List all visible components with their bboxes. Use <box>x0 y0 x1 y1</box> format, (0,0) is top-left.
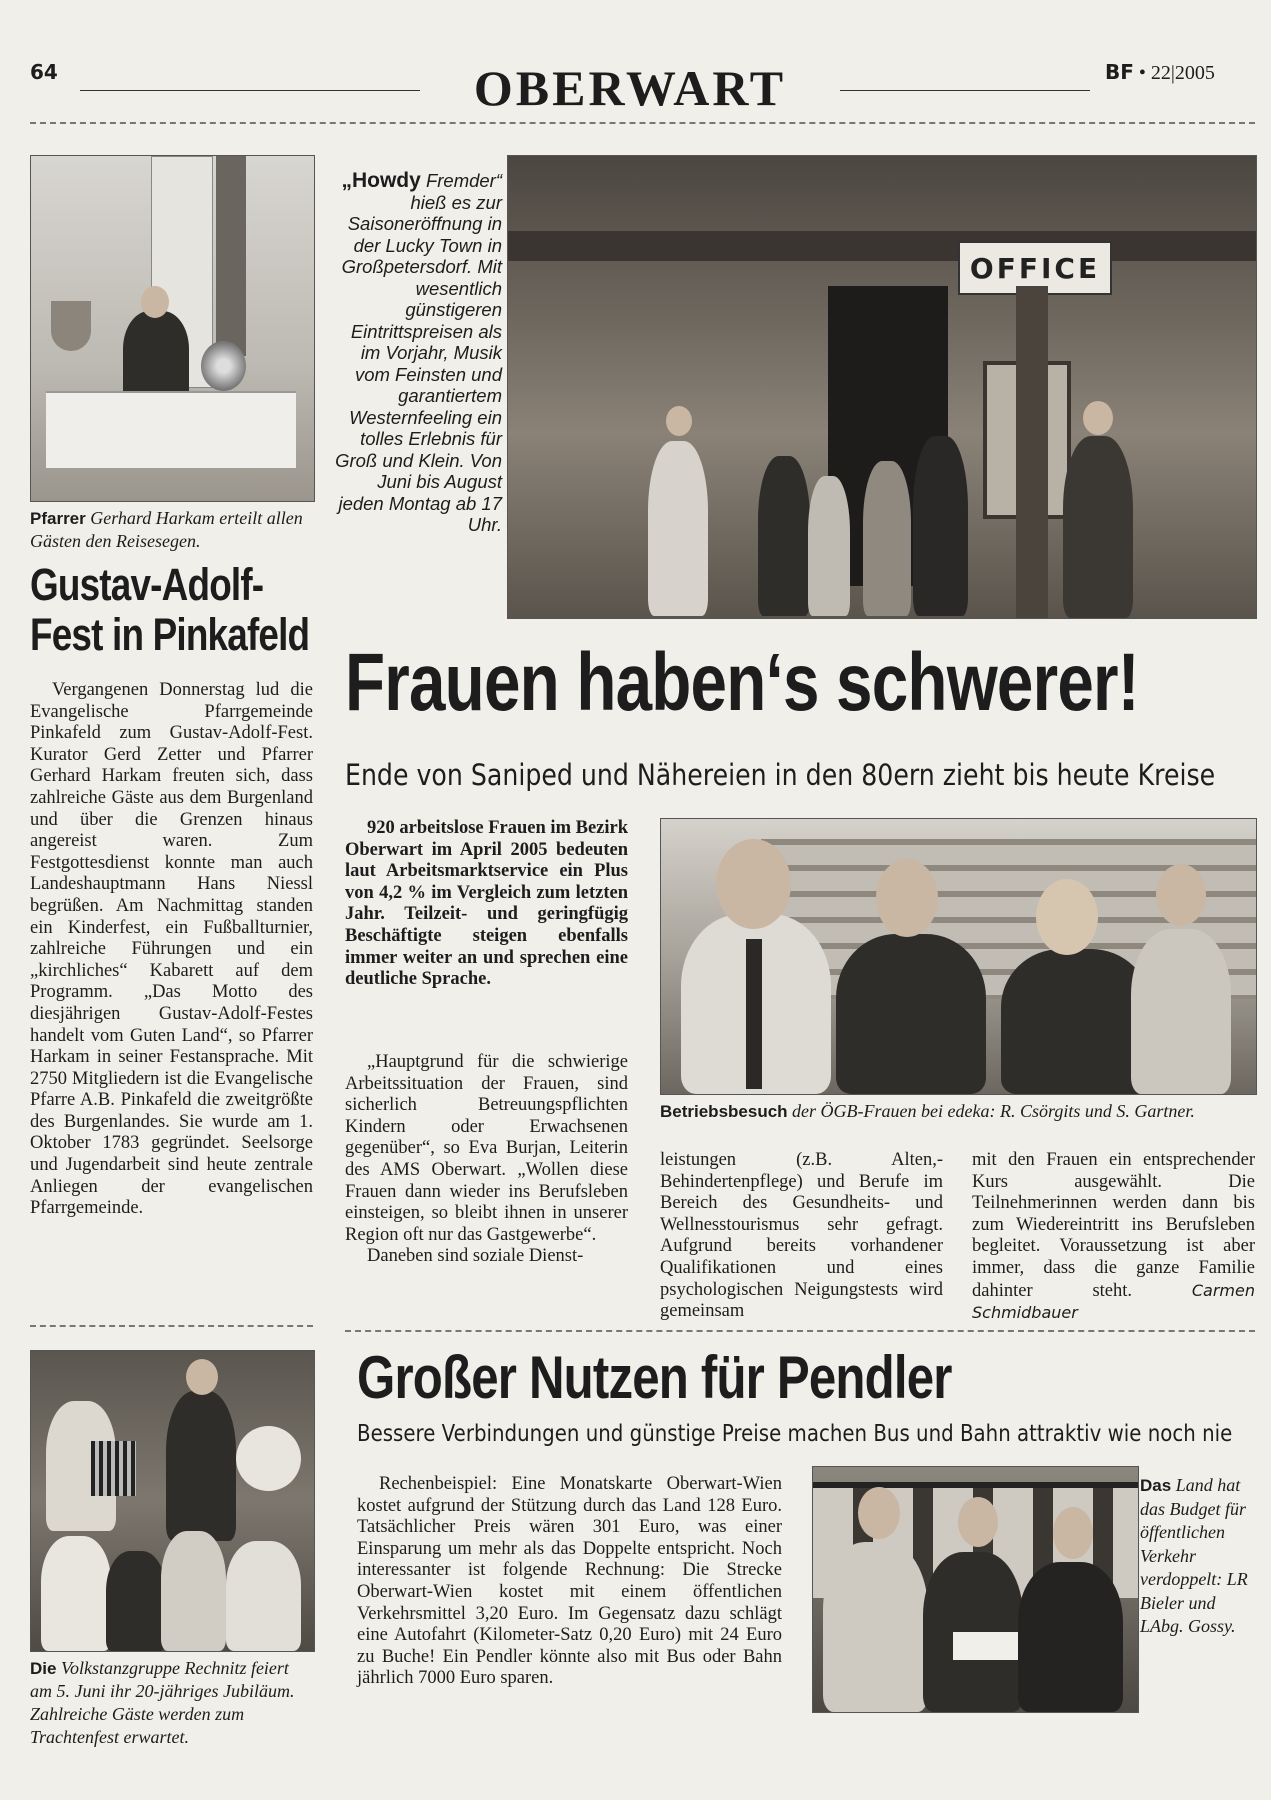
photo-volkstanzgruppe <box>30 1350 315 1652</box>
woman-scarf-head <box>1036 879 1098 955</box>
col3-frauen-text <box>972 1150 1255 1325</box>
photo-pfarrer-altar <box>30 155 315 502</box>
flowers <box>201 341 246 391</box>
howdy-caption-box <box>330 170 502 536</box>
photo-pendler-bahnhof <box>812 1466 1139 1713</box>
subheadline-frauen: Ende von Saniped und Nähereien in den 80ern zieht bis heute Kreise <box>345 758 1216 792</box>
man-right <box>1018 1562 1123 1712</box>
child-1-head <box>666 406 692 436</box>
caption-lead: Das <box>1140 1476 1172 1495</box>
coat-of-arms <box>51 301 91 351</box>
accordion <box>91 1441 136 1496</box>
col1-frauen <box>345 1052 628 1268</box>
header-dashed-rule <box>30 122 1255 124</box>
header-rule-right <box>840 90 1090 91</box>
roof-beam <box>508 231 1256 261</box>
lead-frauen <box>345 818 628 991</box>
author: Carmen Schmidbauer <box>972 1280 1255 1323</box>
dancer-standing-head <box>186 1359 218 1395</box>
headline-pendler: Großer Nutzen für Pendler <box>357 1344 952 1411</box>
body-gustav-text: Vergangenen Donnerstag lud die Evangelische Pfarrgemeinde Pinkafeld zum Gustav-Adolf-Fest. Kurator Gerd Zetter und Pfarrer Gerhard Harkam freuten sich, dass zahlreiche Gäste aus dem Burgenland und über die Grenzen hinaus angereist waren. Zum Festgottesdienst konnte man auch Landeshauptmann Hans Niessl begrüßen. Am Nachmittag standen ein Kinderfest, ein Fußballturnier, zahlreiche Führungen und ein „kirchliches“ Kabarett auf dem Programm. „Das Motto des diesjährigen Gustav-Adolf-Festes handelt vom Guten Land“, so Pfarrer Harkam in seiner Festansprache. Mit 2750 Mitgliedern ist die Evangelische Pfarre A.B. Pinkafeld die zweitgrößte des Burgenlandes. Sie wurde am 1. Oktober 1783 gegründet. Seelsorge und Jugendarbeit sind heute zentrale Anliegen der evangelischen Pfarrgemeinde. <box>30 680 313 1219</box>
woman-back-head <box>1156 864 1206 926</box>
publication-info <box>1105 60 1215 85</box>
dancer-row-1 <box>41 1536 111 1651</box>
section-title: OBERWART <box>473 60 787 116</box>
child-1 <box>648 441 708 616</box>
left-dashed-rule <box>30 1325 313 1327</box>
dancer-row-4 <box>226 1541 301 1651</box>
body-gustav <box>30 680 313 1220</box>
woman-back <box>1131 929 1231 1094</box>
photo-lucky-town <box>507 155 1257 619</box>
caption-text: Gerhard Harkam erteilt allen Gästen den Reisesegen. <box>30 508 303 551</box>
caption-text: Land hat das Budget für öffentlichen Verkehr verdoppelt: LR Bieler und LAbg. Gossy. <box>1140 1475 1248 1636</box>
issue-number: 22|2005 <box>1150 62 1215 84</box>
col3-frauen <box>972 1150 1255 1325</box>
publication-name: BF <box>1105 60 1134 84</box>
header-rule-left <box>80 90 420 91</box>
tie <box>746 939 762 1089</box>
caption-pendler <box>1140 1474 1255 1639</box>
body-pendler <box>357 1474 782 1690</box>
caption-lead: Betriebsbesuch <box>660 1102 788 1121</box>
woman-scarf <box>1001 949 1151 1094</box>
girl-right-head <box>1083 401 1113 435</box>
man-tie-head <box>716 839 791 929</box>
right-dashed-rule <box>345 1330 1255 1332</box>
dancer-row-3 <box>161 1531 226 1651</box>
sign-rechnitz <box>236 1426 301 1491</box>
man-center-head <box>958 1497 998 1547</box>
col2-frauen-text: leistungen (z.B. Alten,- Behindertenpflege) und Berufe im Bereich des Gesundheits- und Wellnesstourismus sehr gefragt. Aufgrund bereits vorhandener Qualifikationen und eines psychologischen Neigungstests wird gemeinsam <box>660 1150 943 1322</box>
post <box>1016 286 1048 618</box>
dancer-standing <box>166 1391 236 1541</box>
col1b-frauen-text: Daneben sind soziale Dienst- <box>367 1246 584 1267</box>
headline-gustav: Gustav-Adolf-Fest in Pinkafeld <box>30 559 310 660</box>
caption-text: Volkstanzgruppe Rechnitz feiert am 5. Juni ihr 20-jähriges Jubiläum. Zahlreiche Gäste werden zum Trachtenfest erwartet. <box>30 1658 295 1747</box>
howdy-lead: „Howdy <box>341 169 421 192</box>
child-5 <box>913 436 968 616</box>
separator-dot: • <box>1138 62 1151 84</box>
banner-right <box>216 156 246 356</box>
caption-pfarrer <box>30 507 315 553</box>
col2-frauen <box>660 1150 943 1323</box>
child-3 <box>808 476 850 616</box>
caption-text: der ÖGB-Frauen bei edeka: R. Csörgits und S. Gartner. <box>792 1101 1195 1121</box>
pastor-head <box>141 286 169 318</box>
headline-frauen: Frauen haben‘s schwerer! <box>345 637 1139 728</box>
man-right-head <box>1053 1507 1093 1559</box>
dancer-row-2 <box>106 1551 166 1651</box>
woman-dark-head <box>876 859 938 937</box>
howdy-text: Fremder“ hieß es zur Saisoneröffnung in der Lucky Town in Großpetersdorf. Mit wesentlich günstigeren Eintrittspreisen als im Vorjahr, Musik vom Feinsten und garantiertem Westernfeeling ein tolles Erlebnis für Groß und Klein. Von Juni bis August jeden Montag ab 17 Uhr. <box>335 170 502 535</box>
office-sign-text: OFFICE <box>969 251 1101 285</box>
child-2 <box>758 456 810 616</box>
document <box>953 1632 1028 1660</box>
woman-dark <box>836 934 986 1094</box>
col3-frauen-body: mit den Frauen ein entsprechender Kurs ausgewählt. Die Teilnehmerinnen werden dann bis zum Wiedereintritt ins Berufsleben begleitet. Voraussetzung ist aber immer, dass die ganze Familie dahinter steht. <box>972 1150 1255 1301</box>
caption-lead: Pfarrer <box>30 509 86 528</box>
page-number: 64 <box>30 60 58 84</box>
photo-betriebsbesuch <box>660 818 1257 1095</box>
lead-frauen-text: 920 arbeitslose Frauen im Bezirk Oberwart im April 2005 bedeuten laut Arbeitsmarktservice ein Plus von 4,2 % im Vergleich zum letzten Jahr. Teilzeit- und geringfügig Beschäftigte steigen ebenfalls immer weiter an und sprechen eine deutliche Sprache. <box>345 818 629 990</box>
col1-frauen-text: „Hauptgrund für die schwierige Arbeitssituation der Frauen, sind sicherlich Betreuungspflichten Kindern oder Erwachsenen gegenüber“, so Eva Burjan, Leiterin des AMS Oberwart. „Wollen diese Frauen dann wieder ins Berufsleben einsteigen, so bleibt ihnen in unserer Region oft nur das Gastgewerbe“. <box>345 1052 628 1245</box>
girl-right <box>1063 436 1133 618</box>
caption-volkstanz <box>30 1657 315 1749</box>
child-4 <box>863 461 911 616</box>
caption-lead: Die <box>30 1659 57 1678</box>
caption-betriebsbesuch <box>660 1100 1260 1123</box>
subheadline-pendler: Bessere Verbindungen und günstige Preise machen Bus und Bahn attraktiv wie noch nie <box>357 1421 1233 1447</box>
altar-table <box>46 391 296 468</box>
body-pendler-text: Rechenbeispiel: Eine Monatskarte Oberwart-Wien kostet aufgrund der Stützung durch das Land 128 Euro. Tatsächlicher Preis wären 301 Euro, was einer Einsparung um mehr als das Doppelte entspricht. Noch interessanter ist folgende Rechnung: Die Strecke Oberwart-Wien kostet mit einem öffentlichen Verkehrsmittel 3,20 Euro. Im Gegensatz dazu schlägt eine Autofahrt (Kilometer-Satz 0,20 Euro) mit 24 Euro zu Buche! Ein Pendler könnte also mit Bus oder Bahn jährlich 7000 Euro sparen. <box>357 1474 782 1689</box>
man-left <box>823 1542 928 1712</box>
man-left-head <box>858 1487 900 1539</box>
